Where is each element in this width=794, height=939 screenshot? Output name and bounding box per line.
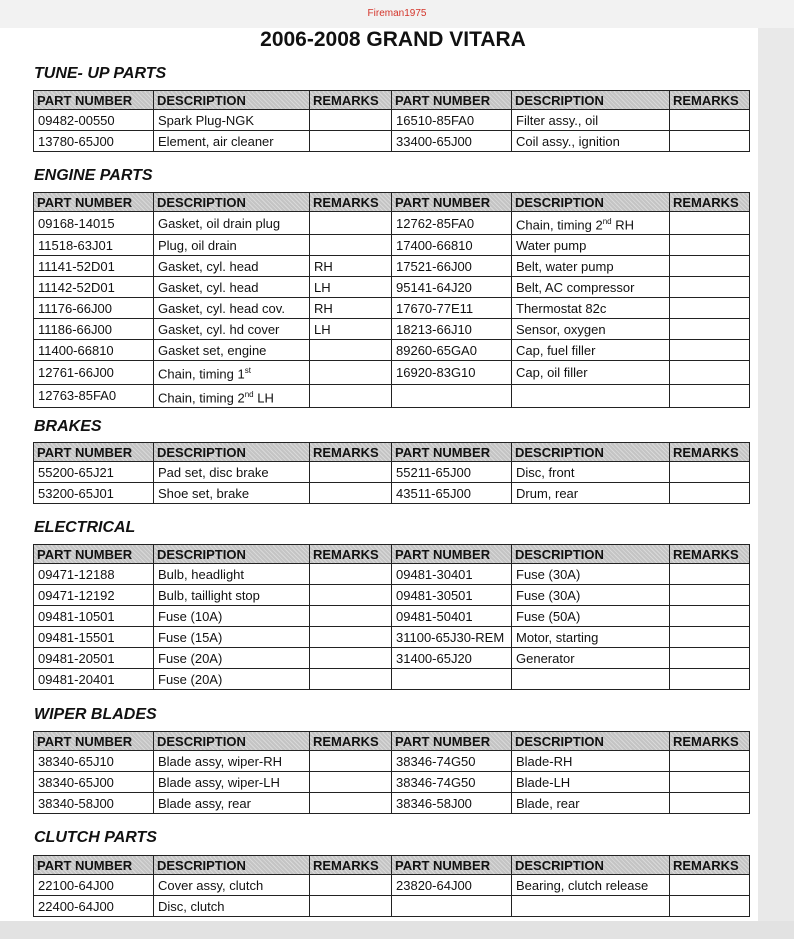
description-header-2: DESCRIPTION	[512, 193, 670, 212]
table-row	[34, 361, 750, 384]
description-header-2: DESCRIPTION	[512, 443, 670, 462]
page-title: 2006-2008 GRAND VITARA	[260, 28, 526, 51]
parts-table-clutch	[33, 855, 750, 917]
part-number-cell: 95141-64J20	[392, 277, 512, 298]
part-number-cell: 17400-66810	[392, 235, 512, 256]
part-number-header-2: PART NUMBER	[392, 91, 512, 110]
parts-table-brakes	[33, 442, 750, 504]
table-header-row	[34, 732, 750, 751]
remarks-cell	[310, 361, 392, 384]
remarks-cell	[670, 361, 750, 384]
part-number-cell: 12763-85FA0	[34, 384, 154, 407]
remarks-cell	[310, 896, 392, 917]
part-number-header-2: PART NUMBER	[392, 443, 512, 462]
remarks-cell	[670, 648, 750, 669]
part-number-cell: 11176-66J00	[34, 298, 154, 319]
table-row	[34, 235, 750, 256]
description-cell: Chain, timing 1st	[154, 361, 310, 384]
part-number-cell: 89260-65GA0	[392, 340, 512, 361]
part-number-cell: 38346-74G50	[392, 751, 512, 772]
remarks-cell	[670, 627, 750, 648]
table-row	[34, 256, 750, 277]
part-number-header-2: PART NUMBER	[392, 193, 512, 212]
part-number-cell: 12762-85FA0	[392, 212, 512, 235]
description-cell: Blade-RH	[512, 751, 670, 772]
remarks-cell	[670, 319, 750, 340]
remarks-cell	[310, 627, 392, 648]
description-cell: Blade assy, rear	[154, 793, 310, 814]
section-title-brakes: BRAKES	[34, 418, 102, 435]
remarks-cell	[670, 669, 750, 690]
description-cell	[512, 669, 670, 690]
remarks-cell	[310, 772, 392, 793]
remarks-header-2: REMARKS	[670, 545, 750, 564]
table-header-row	[34, 91, 750, 110]
remarks-cell: RH	[310, 256, 392, 277]
remarks-cell	[670, 110, 750, 131]
description-cell: Chain, timing 2nd RH	[512, 212, 670, 235]
remarks-header: REMARKS	[310, 443, 392, 462]
remarks-cell	[310, 384, 392, 407]
description-cell: Fuse (15A)	[154, 627, 310, 648]
remarks-cell	[670, 462, 750, 483]
table-row	[34, 772, 750, 793]
description-header-2: DESCRIPTION	[512, 732, 670, 751]
description-cell: Gasket, cyl. hd cover	[154, 319, 310, 340]
part-number-cell: 17521-66J00	[392, 256, 512, 277]
remarks-cell	[310, 875, 392, 896]
part-number-cell: 11142-52D01	[34, 277, 154, 298]
table-row	[34, 340, 750, 361]
part-number-cell: 17670-77E11	[392, 298, 512, 319]
description-cell: Generator	[512, 648, 670, 669]
description-cell: Fuse (30A)	[512, 585, 670, 606]
remarks-cell	[310, 793, 392, 814]
description-header: DESCRIPTION	[154, 91, 310, 110]
description-header: DESCRIPTION	[154, 193, 310, 212]
part-number-cell: 09481-20401	[34, 669, 154, 690]
part-number-cell: 09168-14015	[34, 212, 154, 235]
remarks-cell: LH	[310, 277, 392, 298]
description-cell: Blade assy, wiper-LH	[154, 772, 310, 793]
table-row	[34, 483, 750, 504]
description-cell: Cap, oil filler	[512, 361, 670, 384]
remarks-cell	[310, 648, 392, 669]
part-number-cell: 11518-63J01	[34, 235, 154, 256]
part-number-cell: 13780-65J00	[34, 131, 154, 152]
description-cell: Bulb, taillight stop	[154, 585, 310, 606]
description-cell: Disc, front	[512, 462, 670, 483]
part-number-cell: 38340-65J00	[34, 772, 154, 793]
remarks-cell	[310, 606, 392, 627]
section-title-electrical: ELECTRICAL	[34, 519, 136, 536]
description-cell: Blade, rear	[512, 793, 670, 814]
remarks-cell	[310, 483, 392, 504]
part-number-cell: 31400-65J20	[392, 648, 512, 669]
description-header: DESCRIPTION	[154, 856, 310, 875]
remarks-header: REMARKS	[310, 545, 392, 564]
remarks-cell	[670, 772, 750, 793]
part-number-cell: 11186-66J00	[34, 319, 154, 340]
description-cell: Blade assy, wiper-RH	[154, 751, 310, 772]
part-number-cell: 38346-58J00	[392, 793, 512, 814]
part-number-cell: 09481-15501	[34, 627, 154, 648]
part-number-cell: 43511-65J00	[392, 483, 512, 504]
table-row	[34, 564, 750, 585]
part-number-cell: 38340-65J10	[34, 751, 154, 772]
description-header: DESCRIPTION	[154, 545, 310, 564]
part-number-cell: 33400-65J00	[392, 131, 512, 152]
remarks-header-2: REMARKS	[670, 443, 750, 462]
part-number-cell: 09481-20501	[34, 648, 154, 669]
description-cell	[512, 384, 670, 407]
part-number-cell: 53200-65J01	[34, 483, 154, 504]
remarks-cell	[670, 875, 750, 896]
part-number-cell: 09481-30401	[392, 564, 512, 585]
description-cell: Gasket, cyl. head	[154, 256, 310, 277]
part-number-cell: 18213-66J10	[392, 319, 512, 340]
table-row	[34, 896, 750, 917]
part-number-cell: 09481-30501	[392, 585, 512, 606]
description-cell: Fuse (20A)	[154, 648, 310, 669]
remarks-cell	[670, 585, 750, 606]
description-cell: Gasket, cyl. head cov.	[154, 298, 310, 319]
table-row	[34, 110, 750, 131]
remarks-header: REMARKS	[310, 856, 392, 875]
remarks-cell	[670, 131, 750, 152]
description-cell: Disc, clutch	[154, 896, 310, 917]
parts-table-tune-up	[33, 90, 750, 152]
remarks-cell	[670, 256, 750, 277]
table-row	[34, 212, 750, 235]
description-header-2: DESCRIPTION	[512, 856, 670, 875]
part-number-header-2: PART NUMBER	[392, 545, 512, 564]
description-cell: Bulb, headlight	[154, 564, 310, 585]
description-header-2: DESCRIPTION	[512, 545, 670, 564]
description-cell: Gasket, cyl. head	[154, 277, 310, 298]
remarks-cell: LH	[310, 319, 392, 340]
table-header-row	[34, 545, 750, 564]
remarks-cell	[670, 564, 750, 585]
part-number-cell: 09471-12192	[34, 585, 154, 606]
remarks-cell	[670, 751, 750, 772]
table-row	[34, 277, 750, 298]
remarks-header-2: REMARKS	[670, 91, 750, 110]
part-number-cell: 38340-58J00	[34, 793, 154, 814]
part-number-cell: 55211-65J00	[392, 462, 512, 483]
description-cell: Bearing, clutch release	[512, 875, 670, 896]
remarks-cell	[310, 751, 392, 772]
part-number-cell: 11141-52D01	[34, 256, 154, 277]
part-number-header: PART NUMBER	[34, 193, 154, 212]
remarks-cell	[670, 212, 750, 235]
remarks-header-2: REMARKS	[670, 856, 750, 875]
description-cell: Shoe set, brake	[154, 483, 310, 504]
remarks-cell	[670, 483, 750, 504]
remarks-cell	[310, 212, 392, 235]
remarks-cell	[670, 606, 750, 627]
description-cell: Fuse (50A)	[512, 606, 670, 627]
table-row	[34, 875, 750, 896]
remarks-cell	[310, 340, 392, 361]
description-cell: Element, air cleaner	[154, 131, 310, 152]
table-header-row	[34, 856, 750, 875]
watermark-text: Fireman1975	[367, 8, 427, 19]
section-title-wiper-blades: WIPER BLADES	[34, 706, 157, 723]
description-cell: Thermostat 82c	[512, 298, 670, 319]
description-cell: Cap, fuel filler	[512, 340, 670, 361]
remarks-cell	[670, 340, 750, 361]
remarks-cell	[670, 793, 750, 814]
remarks-header: REMARKS	[310, 193, 392, 212]
part-number-cell: 16510-85FA0	[392, 110, 512, 131]
part-number-cell	[392, 896, 512, 917]
part-number-cell: 09481-50401	[392, 606, 512, 627]
description-cell	[512, 896, 670, 917]
table-header-row	[34, 443, 750, 462]
remarks-header: REMARKS	[310, 732, 392, 751]
remarks-header: REMARKS	[310, 91, 392, 110]
table-header-row	[34, 193, 750, 212]
part-number-cell: 31100-65J30-REM	[392, 627, 512, 648]
table-row	[34, 585, 750, 606]
part-number-cell: 55200-65J21	[34, 462, 154, 483]
remarks-cell	[670, 298, 750, 319]
table-row	[34, 462, 750, 483]
section-title-tune-up: TUNE- UP PARTS	[34, 65, 167, 82]
description-cell: Cover assy, clutch	[154, 875, 310, 896]
parts-table-engine	[33, 192, 750, 408]
table-row	[34, 319, 750, 340]
description-cell: Water pump	[512, 235, 670, 256]
description-cell: Spark Plug-NGK	[154, 110, 310, 131]
remarks-cell	[670, 277, 750, 298]
remarks-header-2: REMARKS	[670, 193, 750, 212]
remarks-cell	[670, 384, 750, 407]
remarks-cell	[310, 131, 392, 152]
remarks-cell	[310, 585, 392, 606]
part-number-header: PART NUMBER	[34, 443, 154, 462]
part-number-cell	[392, 384, 512, 407]
part-number-header-2: PART NUMBER	[392, 732, 512, 751]
description-cell: Motor, starting	[512, 627, 670, 648]
section-title-engine: ENGINE PARTS	[34, 167, 153, 184]
description-cell: Belt, water pump	[512, 256, 670, 277]
part-number-cell: 16920-83G10	[392, 361, 512, 384]
description-header: DESCRIPTION	[154, 732, 310, 751]
table-row	[34, 648, 750, 669]
description-cell: Plug, oil drain	[154, 235, 310, 256]
description-header: DESCRIPTION	[154, 443, 310, 462]
description-cell: Pad set, disc brake	[154, 462, 310, 483]
remarks-cell	[670, 235, 750, 256]
remarks-header-2: REMARKS	[670, 732, 750, 751]
part-number-cell: 23820-64J00	[392, 875, 512, 896]
part-number-cell: 38346-74G50	[392, 772, 512, 793]
part-number-header-2: PART NUMBER	[392, 856, 512, 875]
description-cell: Fuse (30A)	[512, 564, 670, 585]
description-header-2: DESCRIPTION	[512, 91, 670, 110]
description-cell: Gasket, oil drain plug	[154, 212, 310, 235]
remarks-cell	[670, 896, 750, 917]
part-number-header: PART NUMBER	[34, 545, 154, 564]
part-number-header: PART NUMBER	[34, 856, 154, 875]
description-cell: Sensor, oxygen	[512, 319, 670, 340]
part-number-cell: 09471-12188	[34, 564, 154, 585]
description-cell: Chain, timing 2nd LH	[154, 384, 310, 407]
parts-table-electrical	[33, 544, 750, 690]
part-number-header: PART NUMBER	[34, 91, 154, 110]
remarks-cell	[310, 235, 392, 256]
description-cell: Fuse (20A)	[154, 669, 310, 690]
description-cell: Blade-LH	[512, 772, 670, 793]
remarks-cell	[310, 110, 392, 131]
part-number-cell: 09482-00550	[34, 110, 154, 131]
bottom-bar	[0, 921, 794, 939]
description-cell: Fuse (10A)	[154, 606, 310, 627]
description-cell: Coil assy., ignition	[512, 131, 670, 152]
table-row	[34, 298, 750, 319]
part-number-cell: 12761-66J00	[34, 361, 154, 384]
table-row	[34, 384, 750, 407]
part-number-cell	[392, 669, 512, 690]
part-number-cell: 11400-66810	[34, 340, 154, 361]
table-row	[34, 669, 750, 690]
table-row	[34, 627, 750, 648]
section-title-clutch: CLUTCH PARTS	[34, 829, 157, 846]
table-row	[34, 793, 750, 814]
remarks-cell	[310, 669, 392, 690]
remarks-cell	[310, 564, 392, 585]
description-cell: Gasket set, engine	[154, 340, 310, 361]
description-cell: Drum, rear	[512, 483, 670, 504]
part-number-cell: 22100-64J00	[34, 875, 154, 896]
part-number-header: PART NUMBER	[34, 732, 154, 751]
table-row	[34, 131, 750, 152]
remarks-cell	[310, 462, 392, 483]
remarks-cell: RH	[310, 298, 392, 319]
table-row	[34, 751, 750, 772]
description-cell: Belt, AC compressor	[512, 277, 670, 298]
table-row	[34, 606, 750, 627]
part-number-cell: 22400-64J00	[34, 896, 154, 917]
parts-table-wiper-blades	[33, 731, 750, 814]
part-number-cell: 09481-10501	[34, 606, 154, 627]
description-cell: Filter assy., oil	[512, 110, 670, 131]
